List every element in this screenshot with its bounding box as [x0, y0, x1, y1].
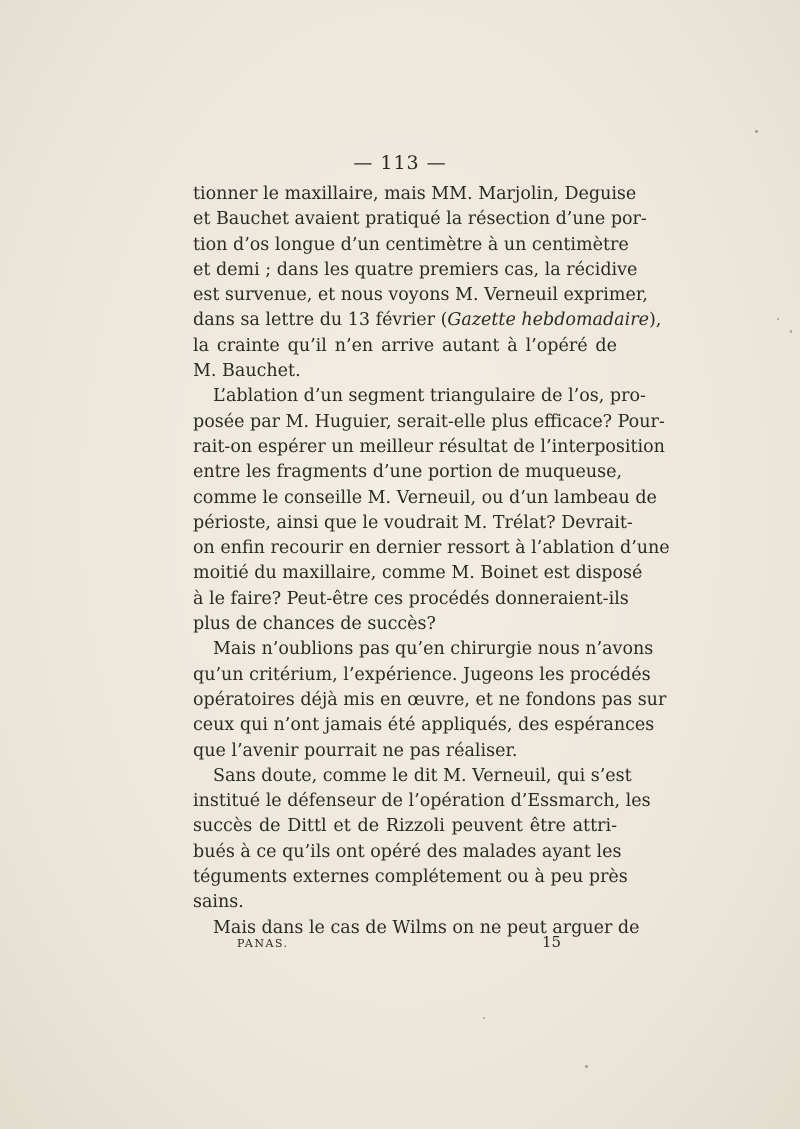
- paper-speck: [777, 318, 779, 320]
- paper-speck: [755, 130, 758, 133]
- text-line: moitié du maxillaire, comme M. Boinet est disposé: [193, 563, 643, 584]
- text-line: Mais dans le cas de Wilms on ne peut arguer de: [213, 917, 640, 938]
- body-text: [193, 182, 670, 941]
- text-line: tion d’os longue d’un centimètre à un centimètre: [193, 234, 629, 255]
- text-line: opératoires déjà mis en œuvre, et ne fondons pas sur: [193, 689, 667, 710]
- text-line: que l’avenir pourrait ne pas réaliser.: [193, 740, 518, 761]
- text-line: succès de Dittl et de Rizzoli peuvent être attri-: [193, 816, 617, 837]
- text-line: M. Bauchet.: [193, 361, 301, 382]
- text-line: comme le conseille M. Verneuil, ou d’un lambeau de: [193, 487, 657, 508]
- journal-title: Gazette hebdomadaire: [447, 310, 649, 331]
- text-line: Sans doute, comme le dit M. Verneuil, qui s’est: [213, 765, 632, 786]
- page-number: — 113 —: [353, 152, 447, 174]
- text-line: est survenue, et nous voyons M. Verneuil exprimer,: [193, 285, 648, 306]
- text-line: sains.: [193, 892, 244, 913]
- text-line: et Bauchet avaient pratiqué la résection d’une por-: [193, 209, 647, 230]
- signature-mark: PANAS.: [237, 937, 289, 950]
- text-line: bués à ce qu’ils ont opéré des malades ayant les: [193, 841, 622, 862]
- text-line: institué le défenseur de l’opération d’Essmarch, les: [193, 791, 651, 812]
- paper-speck: [483, 1017, 485, 1019]
- text-line: la crainte qu’il n’en arrive autant à l’opéré de: [193, 335, 617, 356]
- text-line: tionner le maxillaire, mais MM. Marjolin, Deguise: [193, 184, 637, 204]
- text-line: qu’un critérium, l’expérience. Jugeons les procédés: [193, 664, 651, 685]
- text-line: Mais n’oublions pas qu’en chirurgie nous n’avons: [213, 639, 654, 660]
- text-line: à le faire? Peut-être ces procédés donneraient-ils: [193, 588, 629, 609]
- text-line: rait-on espérer un meilleur résultat de l’interposition: [193, 436, 665, 457]
- paper-speck: [790, 330, 792, 333]
- text-line: posée par M. Huguier, serait-elle plus efficace? Pour-: [193, 411, 665, 432]
- paper-speck: [585, 1065, 588, 1068]
- text-line: périoste, ainsi que le voudrait M. Trélat? Devrait-: [193, 512, 633, 533]
- text-line: on enfin recourir en dernier ressort à l’ablation d’une: [193, 538, 670, 559]
- text-line: L’ablation d’un segment triangulaire de l’os, pro-: [213, 386, 646, 407]
- text-line: plus de chances de succès?: [193, 614, 436, 635]
- sheet-number: 15: [542, 933, 562, 951]
- text-line: ceux qui n’ont jamais été appliqués, des espérances: [193, 715, 655, 736]
- text-line: et demi ; dans les quatre premiers cas, la récidive: [193, 259, 638, 280]
- text-line: entre les fragments d’une portion de muqueuse,: [193, 462, 623, 483]
- text-line: dans sa lettre du 13 février (Gazette hebdomadaire),: [193, 310, 662, 331]
- text-line: téguments externes complétement ou à peu près: [193, 867, 628, 888]
